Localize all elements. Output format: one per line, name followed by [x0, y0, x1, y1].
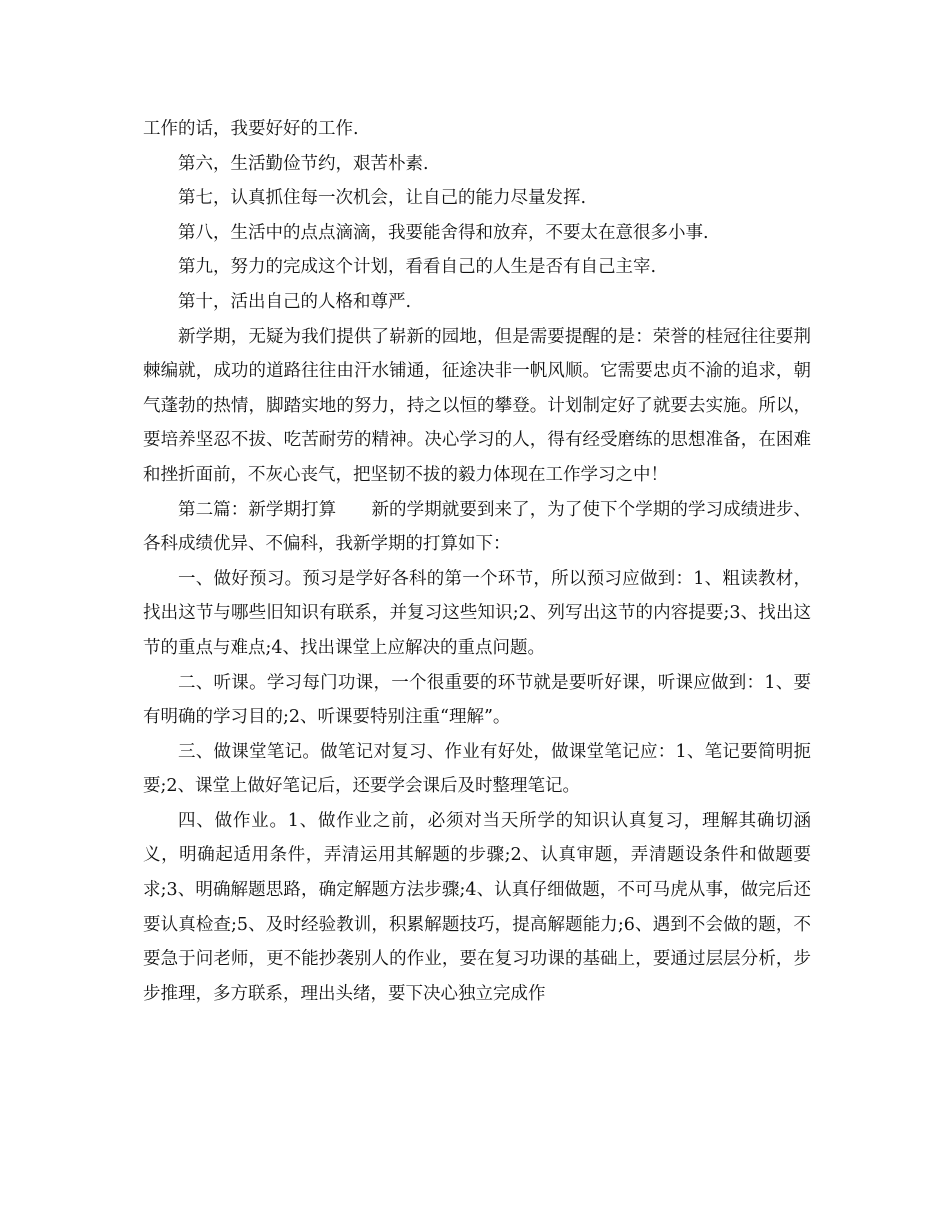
- paragraph-item-seven: 第七，认真抓住每一次机会，让自己的能力尽量发挥.: [178, 188, 587, 209]
- paragraph-second-article: 第二篇：新学期打算 新的学期就要到来了，为了使下个学期的学习成绩进步、各科成绩优异、不偏科，我新学期的打算如下：: [143, 499, 811, 555]
- paragraph-item-ten: 第十，活出自己的人格和尊严.: [178, 291, 412, 312]
- paragraph-item-eight: 第八，生活中的点点滴滴，我要能舍得和放弃，不要太在意很多小事.: [178, 222, 709, 243]
- document-body: [143, 112, 811, 1011]
- paragraph-new-semester: 新学期，无疑为我们提供了崭新的园地，但是需要提醒的是：荣誉的桂冠往往要荆棘编就，成功的道路往往由汗水铺通，征途决非一帆风顺。它需要忠贞不渝的追求，朝气蓬勃的热情，脚踏实地的努力，持之以恒的攀登。计划制定好了就要去实施。所以，要培养坚忍不拔、吃苦耐劳的精神。决心学习的人，得有经受磨练的思想准备，在困难和挫折面前，不灰心丧气，把坚韧不拔的毅力体现在工作学习之中！: [143, 326, 811, 485]
- paragraph-item-nine: 第九，努力的完成这个计划，看看自己的人生是否有自己主宰.: [178, 257, 657, 278]
- paragraph-continuation: 工作的话，我要好好的工作.: [143, 119, 359, 139]
- paragraph-preview: 一、做好预习。预习是学好各科的第一个环节，所以预习应做到：1、粗读教材，找出这节与哪些旧知识有联系，并复习这些知识;2、列写出这节的内容提要;3、找出这节的重点与难点;4、找出课堂上应解决的重点问题。: [143, 568, 811, 658]
- paragraph-listen: 二、听课。学习每门功课，一个很重要的环节就是要听好课，听课应做到：1、要有明确的学习目的;2、听课要特别注重“理解”。: [143, 672, 811, 728]
- paragraph-homework: 四、做作业。1、做作业之前，必须对当天所学的知识认真复习，理解其确切涵义，明确起适用条件，弄清运用其解题的步骤;2、认真审题，弄清题设条件和做题要求;3、明确解题思路，确定解题方法步骤;4、认真仔细做题，不可马虎从事，做完后还要认真检查;5、及时经验教训，积累解题技巧，提高解题能力;6、遇到不会做的题，不要急于问老师，更不能抄袭别人的作业，要在复习功课的基础上，要通过层层分析，步步推理，多方联系，理出头绪，要下决心独立完成作: [143, 810, 811, 1004]
- paragraph-notes: 三、做课堂笔记。做笔记对复习、作业有好处，做课堂笔记应：1、笔记要简明扼要;2、课堂上做好笔记后，还要学会课后及时整理笔记。: [143, 741, 811, 797]
- paragraph-item-six: 第六，生活勤俭节约，艰苦朴素.: [178, 153, 429, 174]
